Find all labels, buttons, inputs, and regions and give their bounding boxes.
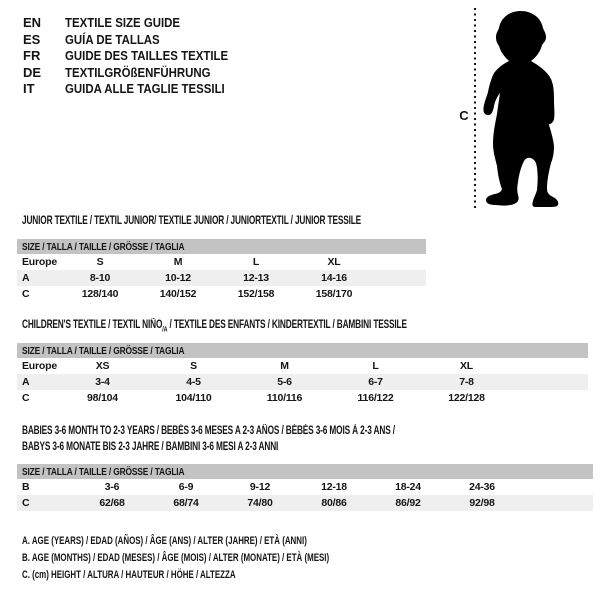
table-row: Europe S M L XL	[22, 256, 341, 268]
language-row-it	[23, 81, 250, 98]
language-code: DE	[23, 64, 42, 80]
language-label: GUIDE DES TAILLES TEXTILE	[65, 48, 229, 63]
language-code: FR	[23, 48, 41, 63]
language-row-de	[23, 65, 250, 82]
language-code: IT	[23, 81, 35, 96]
table-row: Europe XS S M L XL	[22, 360, 474, 372]
table-row: C 62/68 68/74 74/80 80/86 86/92 92/98	[17, 495, 593, 511]
babies-size-table	[17, 464, 593, 511]
measurement-legend	[22, 533, 449, 584]
language-label: GUÍA DE TALLAS	[65, 31, 160, 47]
language-row-en	[23, 15, 250, 32]
table-row: C 128/140 140/152 152/158 158/170	[22, 288, 353, 300]
size-header-label: SIZE / TALLA / TAILLE / GRÖSSE / TAGLIA	[22, 465, 185, 478]
language-label: TEXTILE SIZE GUIDE	[65, 15, 181, 30]
language-code: EN	[23, 15, 42, 30]
baby-silhouette-icon	[443, 2, 578, 214]
junior-size-table	[17, 239, 426, 302]
legend-line-a: A. AGE (YEARS) / EDAD (AÑOS) / ÂGE (ANS) / ALTER (JAHRE) / ETÀ (ANNI)	[22, 535, 307, 547]
height-label: C	[459, 108, 469, 123]
table-header-row	[17, 239, 426, 254]
table-row: A 8-10 10-12 12-13 14-16	[17, 270, 426, 286]
babies-section-title: BABIES 3-6 MONTH TO 2-3 YEARS / BEBÉS 3-6 MESES A 2-3 AÑOS / BÉBÉS 3-6 MOIS À 2-3 ANS / BABYS 3-6 MONATE BIS 2-3 JAHRE / BAMBINI 3-6 MESI A 2-3 ANNI	[22, 425, 395, 453]
table-header-row	[17, 343, 588, 358]
language-row-es	[23, 32, 250, 49]
table-row: B 3-6 6-9 9-12 12-18 18-24 24-36	[22, 481, 495, 493]
language-label: TEXTILGRÖßENFÜHRUNG	[65, 64, 211, 80]
table-header-row	[17, 464, 593, 479]
language-row-fr	[23, 48, 250, 65]
table-row: A 3-4 4-5 5-6 6-7 7-8	[17, 374, 588, 390]
size-header-label: SIZE / TALLA / TAILLE / GRÖSSE / TAGLIA	[22, 344, 185, 357]
junior-section-title: JUNIOR TEXTILE / TEXTIL JUNIOR/ TEXTILE JUNIOR / JUNIORTEXTIL / JUNIOR TESSILE	[22, 215, 362, 227]
size-header-label: SIZE / TALLA / TAILLE / GRÖSSE / TAGLIA	[22, 240, 185, 253]
children-size-table	[17, 343, 588, 406]
children-section-title: CHILDREN'S TEXTILE / TEXTIL $NIÑO_{/A}$ / TEXTILE DES ENFANTS / KINDERTEXTIL / BAMBINI TESSILE	[22, 319, 407, 334]
language-label: GUIDA ALLE TAGLIE TESSILI	[65, 81, 225, 96]
language-code: ES	[23, 31, 41, 47]
legend-line-c: C. (cm) HEIGHT / ALTURA / HAUTEUR / HÖHE / ALTEZZA	[22, 569, 236, 581]
height-measure-figure	[443, 2, 578, 214]
nino-a-subscript: /A	[162, 324, 168, 334]
legend-line-b: B. AGE (MONTHS) / EDAD (MESES) / ÂGE (MOIS) / ALTER (MONATE) / ETÀ (MESI)	[22, 552, 330, 564]
language-list	[23, 15, 250, 98]
table-row: C 98/104 104/110 110/116 116/122 122/128	[22, 392, 485, 404]
baby-silhouette	[483, 11, 558, 207]
